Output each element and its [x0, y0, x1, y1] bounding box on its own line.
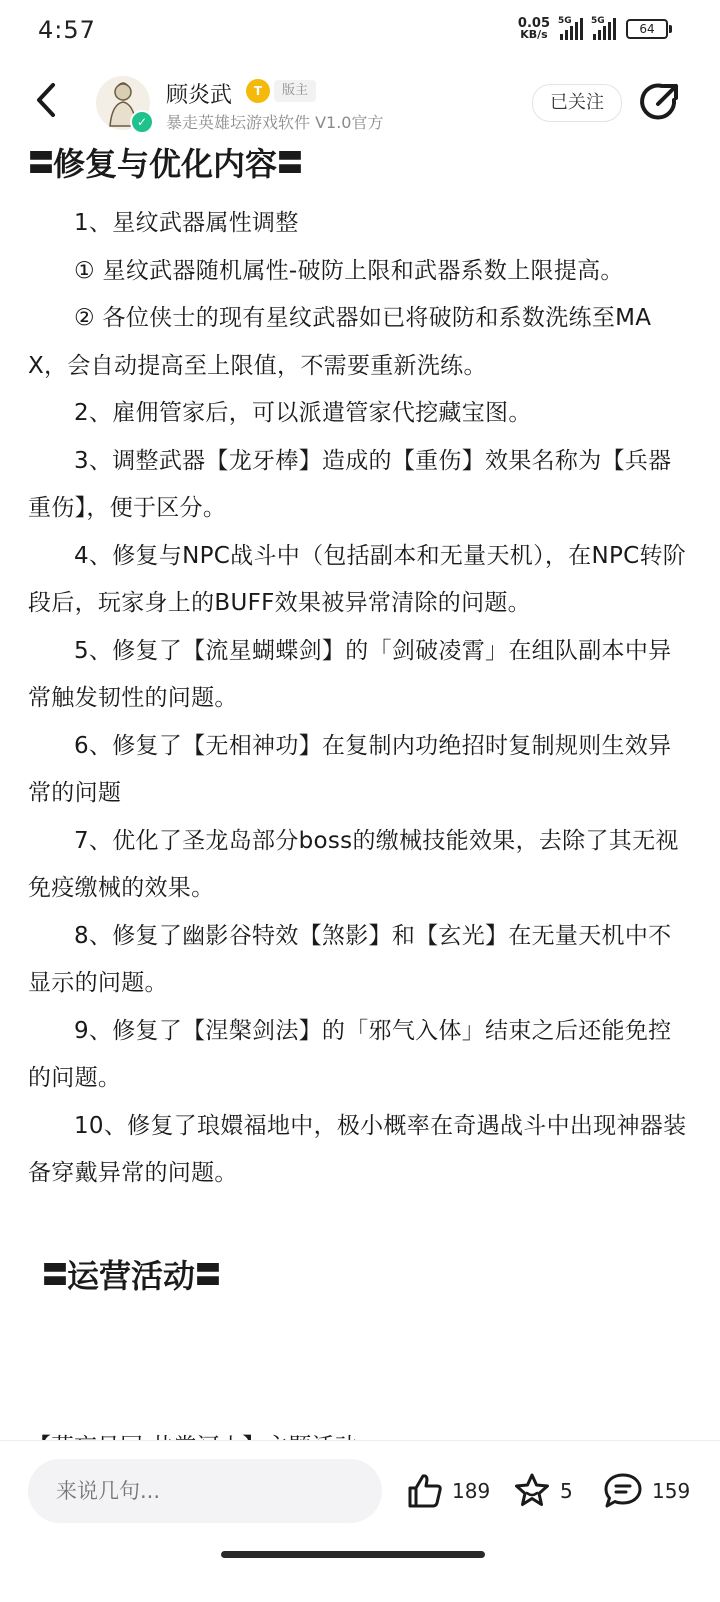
like-count: 189 [452, 1479, 491, 1503]
author-subtitle: 暴走英雄坛游戏软件 V1.0官方 [166, 113, 384, 132]
section-mark: 〓 [42, 1260, 68, 1291]
share-icon [638, 80, 682, 124]
comment-bubble-icon [602, 1471, 644, 1511]
share-button[interactable] [638, 80, 682, 124]
paragraph: 8、修复了幽影谷特效【煞影】和【玄光】在无量天机中不显示的问题。 [28, 922, 672, 996]
verified-icon: ✓ [130, 110, 154, 134]
status-time: 4:57 [38, 16, 96, 44]
comment-button[interactable] [602, 1471, 690, 1511]
signal-sim2-icon: 5G [593, 18, 616, 40]
back-button[interactable] [26, 80, 66, 120]
comment-count: 159 [652, 1479, 691, 1503]
paragraph: 5、修复了【流星蝴蝶剑】的「剑破凌霄」在组队副本中异常触发韧性的问题。 [28, 637, 672, 711]
paragraph: 1、星纹武器属性调整 [74, 210, 299, 236]
paragraph: 3、调整武器【龙牙棒】造成的【重伤】效果名称为【兵器重伤】，便于区分。 [28, 447, 672, 521]
fix-list [28, 200, 688, 1198]
post-content [28, 136, 688, 1304]
paragraph: 7、优化了圣龙岛部分boss的缴械技能效果，去除了其无视免疫缴械的效果。 [28, 827, 679, 901]
network-speed: 0.05 KB/s [517, 16, 550, 41]
battery-icon: 64 [626, 19, 668, 39]
section-mark: 〓 [28, 149, 54, 179]
avatar[interactable] [96, 76, 150, 130]
paragraph: 4、修复与NPC战斗中（包括副本和无量天机），在NPC转阶段后，玩家身上的BUFF效果被异常清除的问题。 [28, 542, 687, 616]
follow-button[interactable]: 已关注 [532, 84, 622, 122]
comment-input[interactable] [28, 1459, 382, 1523]
thumbs-up-icon [406, 1472, 444, 1510]
role-badge: 版主 [274, 80, 316, 102]
star-icon [512, 1471, 552, 1511]
section-title-events: 〓运营活动〓 [28, 1248, 688, 1304]
like-button[interactable] [406, 1471, 490, 1511]
home-indicator[interactable] [221, 1551, 485, 1558]
favorite-button[interactable] [512, 1471, 573, 1511]
section-mark: 〓 [195, 1260, 221, 1291]
paragraph: 6、修复了【无相神功】在复制内功绝招时复制规则生效异常的问题 [28, 732, 672, 806]
level-badge: T [246, 79, 270, 103]
paragraph: 2、雇佣管家后，可以派遣管家代挖藏宝图。 [74, 400, 532, 426]
author-name[interactable]: 顾炎武 [166, 83, 233, 108]
signal-sim1-icon: 5G [560, 18, 583, 40]
section-mark: 〓 [277, 149, 303, 179]
paragraph: ② 各位侠士的现有星纹武器如已将破防和系数洗练至MAX，会自动提高至上限值，不需要重新洗练。 [28, 305, 652, 379]
favorite-count: 5 [560, 1479, 573, 1503]
paragraph: 9、修复了【涅槃剑法】的「邪气入体」结束之后还能免控的问题。 [28, 1017, 672, 1091]
post-header [0, 64, 720, 144]
paragraph: ① 星纹武器随机属性-破防上限和武器系数上限提高。 [74, 257, 624, 284]
status-bar [0, 0, 720, 64]
status-icons [518, 18, 668, 40]
chevron-left-icon [33, 82, 59, 118]
bottom-action-bar [0, 1440, 720, 1602]
paragraph: 10、修复了琅嬛福地中，极小概率在奇遇战斗中出现神器装备穿戴异常的问题。 [28, 1112, 687, 1186]
section-title-fixes: 〓修复与优化内容〓 [28, 136, 688, 192]
